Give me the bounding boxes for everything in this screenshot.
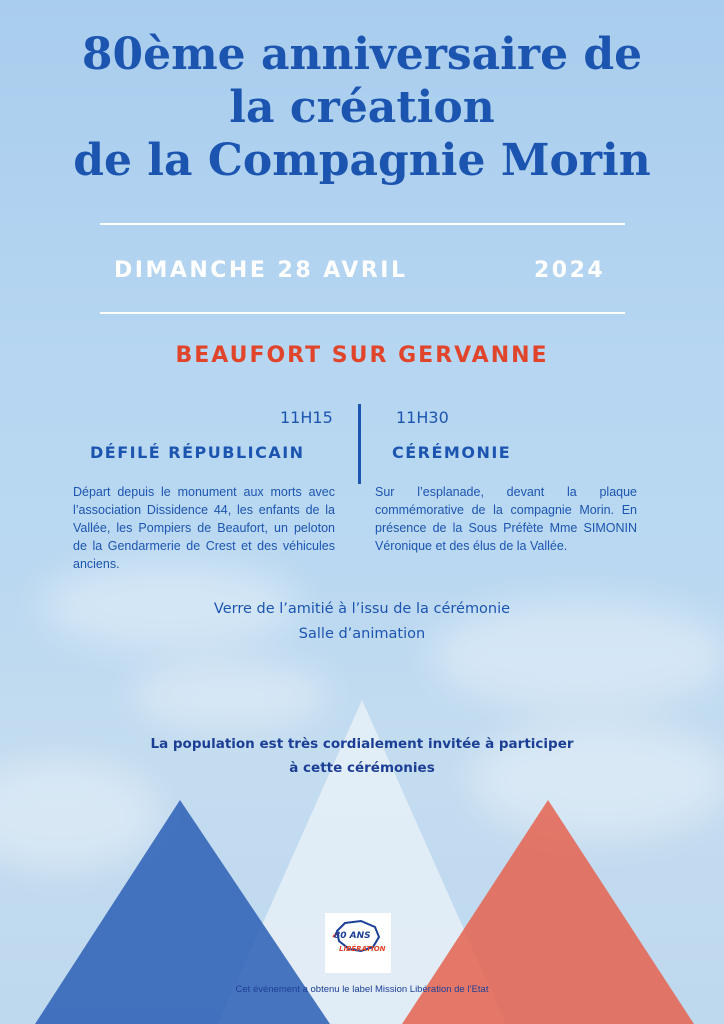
event-description-defile: Départ depuis le monument aux morts avec l’association Dissidence 44, les enfants de la Vallée, les Pompiers de Beaufort, un peloton de la Gendarmerie de Crest et des véhicules anciens.: [73, 485, 335, 571]
logo-text-years: 80 ANS: [334, 931, 371, 941]
reception-line: Salle d’animation: [298, 626, 426, 642]
event-title-ceremonie: CÉRÉMONIE: [392, 443, 512, 462]
event-time-ceremonie: 11H30: [396, 408, 449, 427]
event-year: 2024: [534, 258, 606, 283]
title-line: la création: [229, 82, 495, 133]
event-description-ceremonie: Sur l’esplanade, devant la plaque commémorative de la compagnie Morin. En présence de la Sous Préfète Mme SIMONIN Véronique et des élus de la Vallée.: [375, 485, 637, 553]
event-time-defile: 11H15: [280, 408, 333, 427]
invitation-text: [0, 732, 724, 780]
logo-text-liberation: LIBÉRATION: [339, 945, 386, 953]
invitation-line: La population est très cordialement invitée à participer: [150, 736, 574, 752]
title-line: 80ème anniversaire de: [81, 29, 643, 80]
footer-label: Cet événement a obtenu le label Mission Libération de l’Etat: [235, 984, 489, 995]
event-title-defile: DÉFILÉ RÉPUBLICAIN: [90, 443, 305, 462]
title-line: de la Compagnie Morin: [73, 135, 651, 186]
event-date: DIMANCHE 28 AVRIL: [114, 258, 408, 283]
liberation-label-logo: [325, 913, 391, 973]
invitation-line: à cette cérémonies: [289, 760, 435, 776]
event-location: BEAUFORT SUR GERVANNE: [175, 343, 549, 368]
reception-line: Verre de l’amitié à l’issu de la cérémonie: [213, 601, 511, 617]
